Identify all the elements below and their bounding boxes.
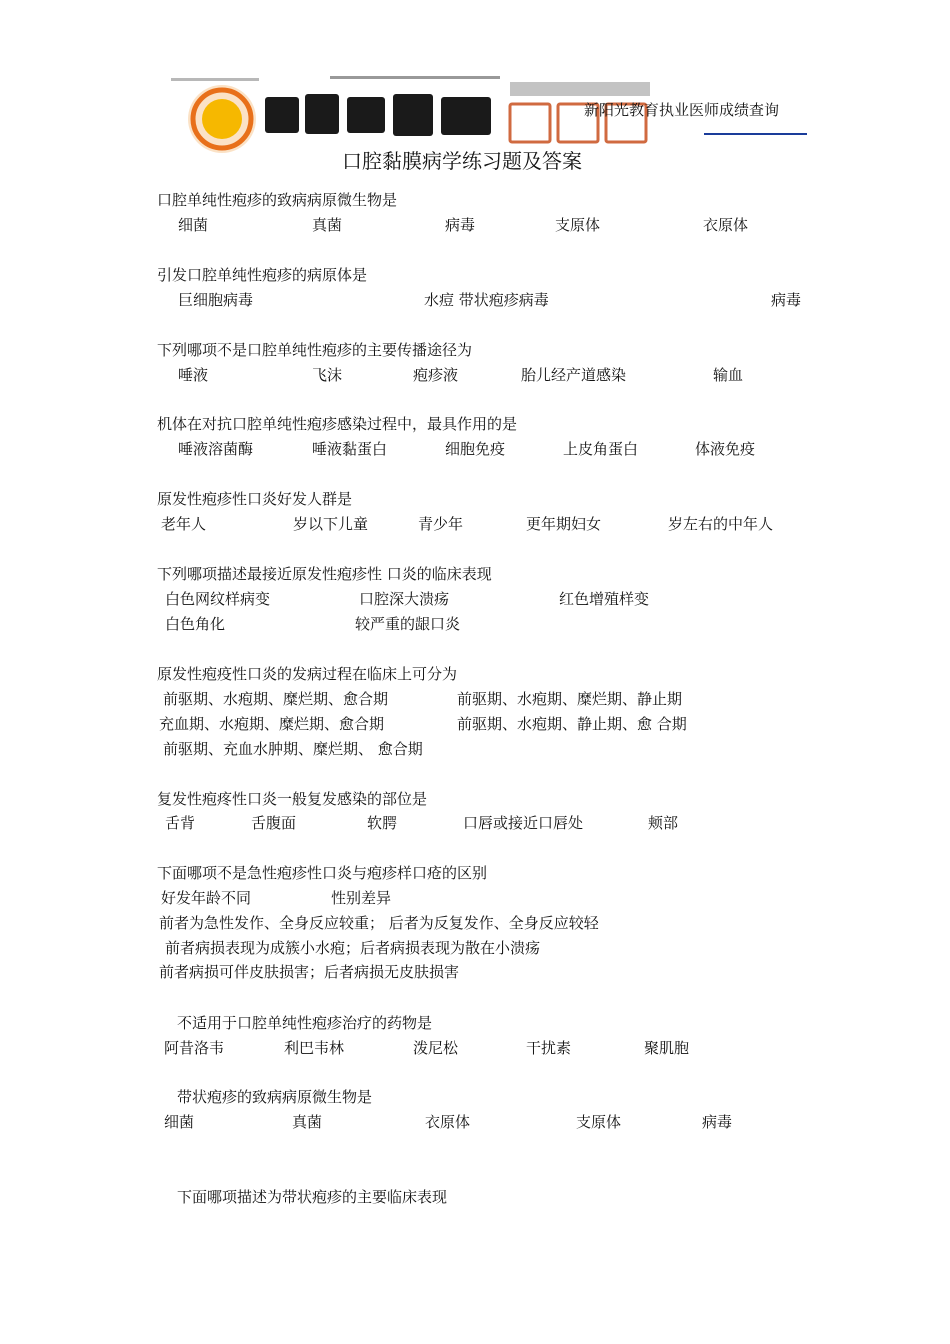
- option: 前者病损表现为成簇小水疱；后者病损表现为散在小溃疡: [165, 939, 541, 957]
- option: 输血: [713, 366, 744, 384]
- option: 前驱期、水疱期、静止期、愈 合期: [457, 715, 687, 733]
- option: 真菌: [292, 1113, 323, 1131]
- option: 软腭: [367, 814, 398, 832]
- score-query-link[interactable]: 新阳光教育执业医师成绩查询: [584, 101, 780, 119]
- option: 细胞免疫: [445, 440, 506, 458]
- question-stem: 下面哪项描述为带状疱疹的主要临床表现: [177, 1188, 448, 1206]
- question-stem: 原发性疱疹性口炎好发人群是: [157, 490, 353, 508]
- option: 岁左右的中年人: [668, 515, 774, 533]
- question-stem: 下列哪项描述最接近原发性疱疹性 口炎的临床表现: [157, 565, 492, 583]
- option: 阿昔洛韦: [164, 1039, 225, 1057]
- option: 干扰素: [526, 1039, 572, 1057]
- option: 利巴韦林: [284, 1039, 345, 1057]
- option: 飞沫: [312, 366, 343, 384]
- option: 支原体: [576, 1113, 622, 1131]
- option: 胎儿经产道感染: [521, 366, 627, 384]
- question-stem: 原发性疱疫性口炎的发病过程在临床上可分为: [157, 665, 458, 683]
- document-title: 口腔黏膜病学练习题及答案: [342, 149, 582, 173]
- sun-icon: [188, 85, 256, 153]
- option: 前驱期、水疱期、糜烂期、愈合期: [163, 690, 389, 708]
- option: 支原体: [555, 216, 601, 234]
- option: 性别差异: [331, 889, 392, 907]
- option: 细菌: [178, 216, 209, 234]
- option: 青少年: [418, 515, 464, 533]
- option: 前者为急性发作、全身反应较重； 后者为反复发作、全身反应较轻: [159, 914, 599, 932]
- option: 前驱期、充血水肿期、糜烂期、 愈合期: [163, 740, 423, 758]
- option: 充血期、水疱期、糜烂期、愈合期: [159, 715, 385, 733]
- question-stem: 不适用于口腔单纯性疱疹治疗的药物是: [177, 1014, 433, 1032]
- option: 唾液黏蛋白: [312, 440, 388, 458]
- option: 口唇或接近口唇处: [463, 814, 584, 832]
- option: 更年期妇女: [526, 515, 602, 533]
- option: 唾液溶菌酶: [178, 440, 254, 458]
- link-underline: [704, 133, 807, 135]
- question-stem: 机体在对抗口腔单纯性疱疹感染过程中，最具作用的是: [157, 415, 518, 433]
- option: 岁以下儿童: [293, 515, 369, 533]
- option: 老年人: [161, 515, 207, 533]
- option: 病毒: [445, 216, 476, 234]
- option: 好发年龄不同: [161, 889, 252, 907]
- option: 衣原体: [425, 1113, 471, 1131]
- option: 上皮角蛋白: [563, 440, 639, 458]
- option: 衣原体: [703, 216, 749, 234]
- option: 白色网纹样病变: [165, 590, 271, 608]
- option: 水痘 带状疱疹病毒: [424, 291, 549, 309]
- question-stem: 下列哪项不是口腔单纯性疱疹的主要传播途径为: [157, 341, 473, 359]
- option: 红色增殖样变: [559, 590, 650, 608]
- option: 泼尼松: [413, 1039, 459, 1057]
- question-stem: 复发性疱疼性口炎一般复发感染的部位是: [157, 790, 428, 808]
- option: 前者病损可伴皮肤损害；后者病损无皮肤损害: [159, 963, 460, 981]
- option: 较严重的龈口炎: [355, 615, 461, 633]
- option: 舌背: [165, 814, 196, 832]
- option: 细菌: [164, 1113, 195, 1131]
- option: 口腔深大溃疡: [359, 590, 450, 608]
- option: 巨细胞病毒: [178, 291, 254, 309]
- logo: [165, 72, 655, 154]
- option: 舌腹面: [251, 814, 297, 832]
- option: 颊部: [648, 814, 679, 832]
- option: 白色角化: [165, 615, 226, 633]
- option: 前驱期、水疱期、糜烂期、静止期: [457, 690, 683, 708]
- brand-wordmark: [265, 94, 491, 136]
- option: 真菌: [312, 216, 343, 234]
- option: 唾液: [178, 366, 209, 384]
- option: 病毒: [702, 1113, 733, 1131]
- question-stem: 带状疱疹的致病病原微生物是: [177, 1088, 373, 1106]
- option: 聚肌胞: [644, 1039, 690, 1057]
- question-stem: 引发口腔单纯性疱疹的病原体是: [157, 266, 368, 284]
- option: 体液免疫: [695, 440, 756, 458]
- option: 疱疹液: [413, 366, 459, 384]
- question-stem: 口腔单纯性疱疹的致病病原微生物是: [157, 191, 398, 209]
- option: 病毒: [771, 291, 802, 309]
- question-stem: 下面哪项不是急性疱疹性口炎与疱疹样口疮的区别: [157, 864, 488, 882]
